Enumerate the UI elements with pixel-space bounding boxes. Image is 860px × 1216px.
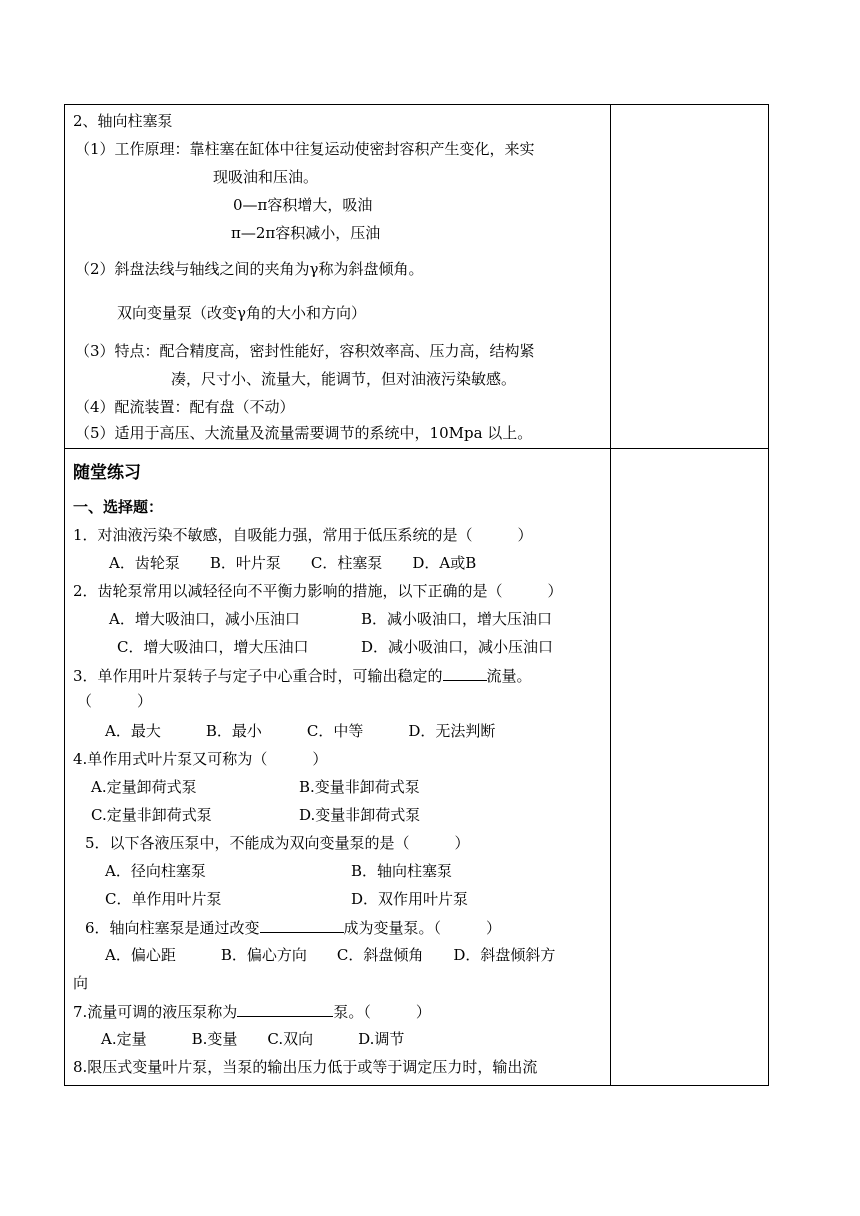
question-5-option-b: B．轴向柱塞泵 <box>351 862 453 880</box>
working-principle-cont: 现吸油和压油。 <box>213 168 319 186</box>
bidirectional-pump-line: 双向变量泵（改变γ角的大小和方向） <box>117 304 366 322</box>
content-cell-axial-piston-pump <box>65 105 611 449</box>
question-1-options: A．齿轮泵 B．叶片泵 C．柱塞泵 D．A或B <box>109 554 477 572</box>
working-principle-line: （1）工作原理：靠柱塞在缸体中往复运动使密封容积产生变化，来实 <box>75 140 535 158</box>
question-4-option-d: D.变量非卸荷式泵 <box>299 806 421 824</box>
question-4-option-a: A.定量卸荷式泵 <box>91 778 197 796</box>
question-7-text-end: 泵。（ ） <box>333 1003 431 1021</box>
question-3-text: 3．单作用叶片泵转子与定子中心重合时，可输出稳定的 <box>73 667 443 685</box>
question-7-options: A.定量 B.变量 C.双向 D.调节 <box>101 1030 405 1048</box>
features-line: （3）特点：配合精度高，密封性能好，容积效率高、压力高，结构紧 <box>75 342 535 360</box>
practice-heading: 随堂练习 <box>73 463 141 483</box>
question-2-option-d: D．减小吸油口，减小压油口 <box>361 638 554 656</box>
question-2-option-b: B．减小吸油口，增大压油口 <box>361 610 553 628</box>
question-4-option-c: C.定量非卸荷式泵 <box>91 806 212 824</box>
question-2: 2．齿轮泵常用以减轻径向不平衡力影响的措施，以下正确的是（ ） <box>73 582 563 600</box>
distribution-device-line: （4）配流装置：配有盘（不动） <box>75 398 295 416</box>
document-table <box>64 104 769 1086</box>
question-5: 5．以下各液压泵中，不能成为双向变量泵的是（ ） <box>85 834 470 852</box>
question-3-text-end: 流量。 <box>486 667 532 685</box>
question-2-option-c: C．增大吸油口，增大压油口 <box>117 638 309 656</box>
question-6-options: A．偏心距 B．偏心方向 C．斜盘倾角 D．斜盘倾斜方 <box>105 946 556 964</box>
features-cont: 凑，尺寸小、流量大，能调节，但对油液污染敏感。 <box>171 370 517 388</box>
question-8: 8.限压式变量叶片泵，当泵的输出压力低于或等于调定压力时，输出流 <box>73 1058 538 1076</box>
choice-section-heading: 一、选择题： <box>73 498 164 516</box>
content-cell-practice <box>65 449 611 1086</box>
application-line: （5）适用于高压、大流量及流量需要调节的系统中，10Mpa 以上。 <box>75 424 533 442</box>
suction-phase-line: 0—π容积增大，吸油 <box>233 196 373 214</box>
question-6-text-end: 成为变量泵。（ ） <box>343 919 502 937</box>
discharge-phase-line: π—2π容积减小，压油 <box>231 224 381 242</box>
question-3-options: A．最大 B．最小 C．中等 D．无法判断 <box>105 722 496 740</box>
question-6-text: 6．轴向柱塞泵是通过改变 <box>85 919 260 937</box>
question-3-blank <box>443 665 487 681</box>
question-5-option-d: D．双作用叶片泵 <box>351 890 469 908</box>
notes-cell-2 <box>611 449 769 1086</box>
question-3-answer-paren: （ ） <box>77 692 153 710</box>
swashplate-angle-line: （2）斜盘法线与轴线之间的夹角为γ称为斜盘倾角。 <box>75 260 424 278</box>
section-title: 2、轴向柱塞泵 <box>73 112 173 130</box>
question-7-text: 7.流量可调的液压泵称为 <box>73 1003 238 1021</box>
notes-cell-1 <box>611 105 769 449</box>
question-1: 1．对油液污染不敏感，自吸能力强，常用于低压系统的是（ ） <box>73 526 533 544</box>
question-4: 4.单作用式叶片泵又可称为（ ） <box>73 750 328 768</box>
question-6-options-cont: 向 <box>73 974 89 992</box>
question-6-blank <box>260 917 344 933</box>
question-4-option-b: B.变量非卸荷式泵 <box>299 778 420 796</box>
question-3 <box>73 665 532 686</box>
question-2-option-a: A．增大吸油口，减小压油口 <box>109 610 300 628</box>
question-5-option-a: A．径向柱塞泵 <box>105 862 206 880</box>
question-5-option-c: C．单作用叶片泵 <box>105 890 222 908</box>
question-7-blank <box>237 1001 333 1017</box>
question-6 <box>85 917 501 938</box>
question-7 <box>73 1001 431 1022</box>
